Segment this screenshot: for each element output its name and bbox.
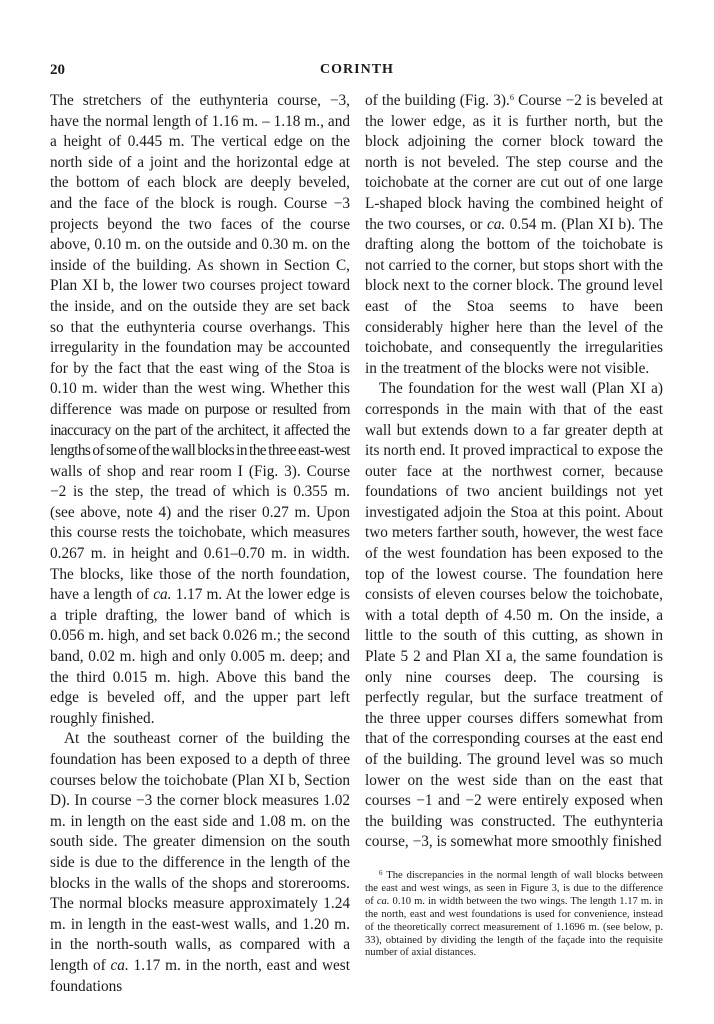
text-run: Course −2 is beveled at the lower edge, as it is further north, but the block adjoining the corner block toward the north is not beveled. The step course and the toichobate at the corner are cut out of one large L-shaped block having the combined height of the two courses, or	[365, 92, 663, 233]
footnote	[365, 870, 663, 960]
left-paragraph-2	[50, 729, 350, 997]
italic-ca: ca.	[153, 586, 172, 604]
text-run: walls of shop and rear room I (Fig. 3). Course −2 is the step, the tread of which is 0.355 m. (see above, note 4) and the riser 0.27 m. Upon this course rests the toichobate, which measures 0.267 m. in height and 0.61–0.70 m. in width. The blocks, like those of the north foundation, have a length of	[50, 462, 350, 604]
italic-ca: ca.	[486, 215, 506, 233]
text-run: of the building (Fig. 3).	[365, 92, 510, 109]
footnote-text	[365, 870, 663, 960]
right-paragraph-2: The foundation for the west wall (Plan XI a) corresponds in the main with that of the east wall but extends down to a far greater depth at its north end. It proved impractical to expose the outer face at the northwest corner, because foundations of two ancient buildings not yet investigated adjoin the Stoa at this point. About two meters farther south, however, the west face of the west foundation has been exposed to the top of the lowest course. The foundation here consists of eleven courses below the toichobate, with a total depth of 4.50 m. On the inside, a little to the south of this cutting, as shown in Plate 5 2 and Plan XI a, the same foundation is only nine courses deep. The coursing is perfectly regular, but the surface treatment of the three upper courses differs somewhat from that of the corresponding courses at the east end of the building. The ground level was so much lower on the west side than on the east that courses −1 and −2 were entirely exposed when the building was constructed. The euthynteria course, −3, is somewhat more smoothly finished	[365, 380, 663, 851]
text-run: 1.17 m. At the lower edge is a triple drafting, the lower band of which is 0.056 m. high, and set back 0.026 m.; the second band, 0.02 m. high and only 0.005 m. deep; and the third 0.015 m. high. Above this band the edge is beveled off, and the upper part left roughly finished.	[50, 586, 350, 727]
journal-name: CORINTH	[320, 62, 394, 77]
text-run: The discrepancies in the normal length of wall blocks between the east and west wings, as seen in Figure 3, is due to the difference of	[365, 870, 663, 907]
running-head	[50, 62, 664, 82]
page-number: 20	[50, 62, 65, 78]
left-column	[50, 91, 350, 997]
left-paragraph-1	[50, 91, 350, 729]
text-run: At the southeast corner of the building the foundation has been exposed to a depth of three courses below the toichobate (Plan XI b, Section D). In course −3 the corner block measures 1.02 m. in length on the east side and 1.08 m. on the south side. The greater dimension on the south side is due to the difference in the length of the blocks in the walls of the shops and storerooms. The normal blocks measure approximately 1.24 m. in length in the east-west walls, and 1.20 m. in the north-south walls, as compared with a length of	[50, 730, 350, 974]
text-run-condensed: was made on purpose or resulted from inaccuracy on the part of the architect, it affected the lengths of some of the wall blocks in the three east-west	[50, 400, 350, 460]
italic-ca: ca.	[376, 895, 390, 907]
italic-ca: ca.	[110, 956, 129, 974]
right-column	[365, 91, 663, 853]
text-run: 0.10 m. in width between the two wings. The length 1.17 m. in the north, east and west foundations is used for convenience, instead of the theoretically correct measurement of 1.1696 m. (see below, p. 33), obtained by dividing the length of the façade into the requisite number of axial distances.	[365, 895, 663, 959]
text-run: The stretchers of the euthynteria course, −3, have the normal length of 1.16 m. – 1.18 m., and a height of 0.445 m. The vertical edge on the north side of a joint and the horizontal edge at the bottom of each block are deeply beveled, and the face of the block is rough. Course −3 projects beyond the two faces of the course above, 0.10 m. on the outside and 0.30 m. on the inside of the building. As shown in Section C, Plan XI b, the lower two courses project toward the inside, and on the outside they are set back so that the euthynteria course overhangs. This irregularity in the foundation may be accounted for by the fact that the east wing of the Stoa is 0.10 m. wider than the west wing. Whether this difference	[50, 92, 350, 418]
right-paragraph-1	[365, 91, 663, 379]
footnote-mark: 6	[379, 869, 383, 877]
text-run: 0.54 m. (Plan XI b). The drafting along the bottom of the toichobate is not carried to the corner, but stops short with the block next to the corner block. The ground level east of the Stoa seems to have been considerably higher here than the level of the toichobate, and consequently the irregularities in the treatment of the blocks were not visible.	[365, 215, 663, 377]
footnote-reference: 6	[509, 92, 515, 102]
text-run: 1.17 m. in the north, east and west foundations	[50, 956, 350, 995]
